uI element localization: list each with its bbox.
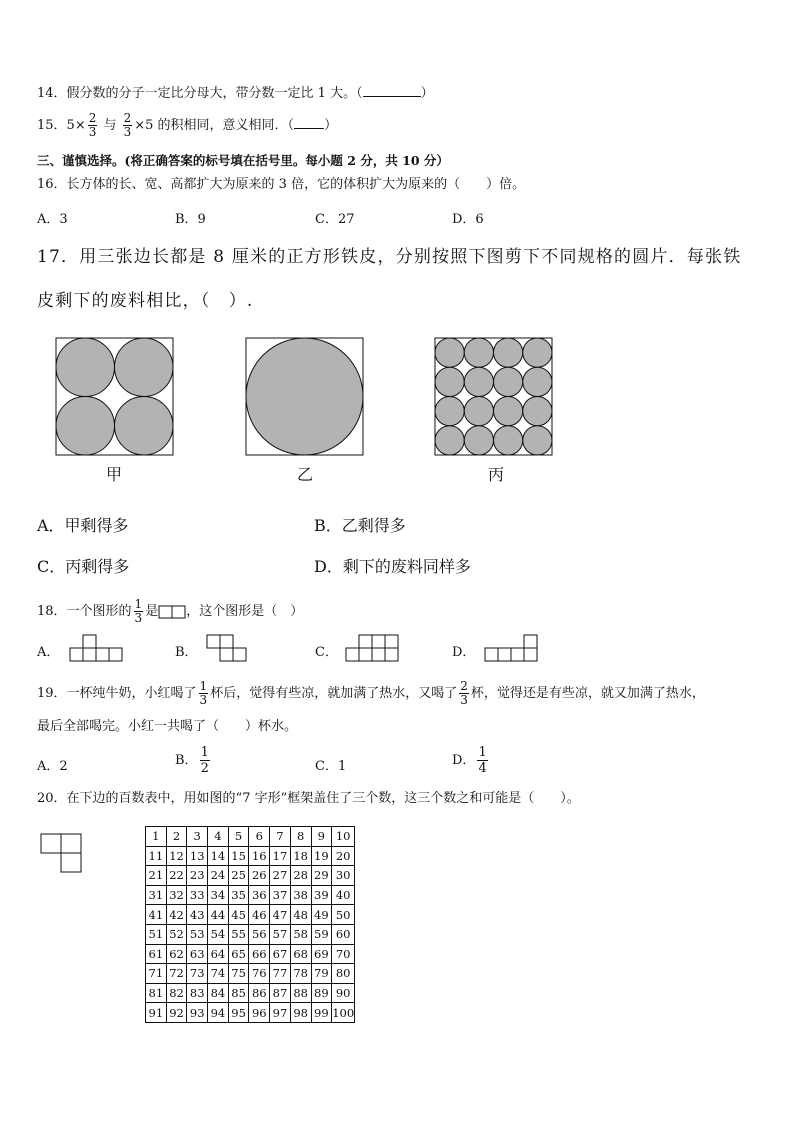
q15-fraction-1: $\frac{2}{3}$	[88, 111, 97, 139]
table-cell: 66	[249, 944, 270, 964]
table-cell: 61	[146, 944, 167, 964]
q19-fraction-1: $\frac{1}{3}$	[199, 679, 208, 707]
table-cell: 38	[290, 885, 311, 905]
table-cell: 52	[166, 924, 187, 944]
section-3-heading: 三、谨慎选择。(将正确答案的标号填在括号里。每小题 2 分，共 10 分）	[37, 153, 449, 168]
table-cell: 100	[332, 1003, 355, 1023]
q14-text: 14．假分数的分子一定比分母大，带分数一定比 1 大。（	[37, 86, 363, 101]
table-cell: 89	[311, 983, 332, 1003]
table-cell: 80	[332, 964, 355, 984]
q16-option-b[interactable]: B．9	[175, 212, 206, 227]
table-cell: 40	[332, 885, 355, 905]
q15-post: ×5 的积相同，意义相同．（	[134, 118, 295, 133]
table-cell: 21	[146, 866, 167, 886]
q18-fraction: $\frac{1}{3}$	[134, 597, 143, 625]
q18-option-c-shape	[344, 633, 400, 663]
table-cell: 2	[166, 827, 187, 847]
table-cell: 5	[228, 827, 249, 847]
table-cell: 79	[311, 964, 332, 984]
caption-jia: 甲	[106, 465, 123, 484]
table-cell: 68	[290, 944, 311, 964]
caption-yi: 乙	[297, 465, 314, 484]
table-cell: 35	[228, 885, 249, 905]
table-cell: 6	[249, 827, 270, 847]
question-17-line-2: 皮剩下的废料相比，（ ）.	[37, 291, 254, 311]
table-cell: 63	[187, 944, 208, 964]
table-cell: 53	[187, 924, 208, 944]
bing-circle	[523, 367, 552, 396]
table-cell: 69	[311, 944, 332, 964]
table-cell: 91	[146, 1003, 167, 1023]
table-cell: 16	[249, 846, 270, 866]
q18-option-d[interactable]: D．	[452, 645, 476, 660]
table-cell: 23	[187, 866, 208, 886]
table-cell: 29	[311, 866, 332, 886]
table-cell: 87	[270, 983, 291, 1003]
table-row	[146, 924, 355, 944]
q18-option-c[interactable]: C．	[315, 645, 338, 660]
table-cell: 45	[228, 905, 249, 925]
table-cell: 93	[187, 1003, 208, 1023]
table-cell: 95	[228, 1003, 249, 1023]
q16-option-d[interactable]: D．6	[452, 212, 484, 227]
table-cell: 44	[208, 905, 229, 925]
table-cell: 67	[270, 944, 291, 964]
q14-answer-blank[interactable]	[363, 84, 421, 97]
table-cell: 3	[187, 827, 208, 847]
q14-close: ）	[420, 86, 434, 101]
table-cell: 65	[228, 944, 249, 964]
table-cell: 1	[146, 827, 167, 847]
q17-option-b[interactable]: B．乙剩得多	[314, 516, 406, 535]
q19-option-d-fraction: $\frac{1}{4}$	[478, 745, 487, 776]
table-cell: 12	[166, 846, 187, 866]
table-cell: 9	[311, 827, 332, 847]
table-cell: 33	[187, 885, 208, 905]
table-cell: 81	[146, 983, 167, 1003]
bing-circle	[523, 426, 552, 455]
table-cell: 42	[166, 905, 187, 925]
q18-post: ，这个图形是（ ）	[186, 604, 304, 619]
q19-post: 杯，觉得还是有些凉，就又加满了热水，	[470, 686, 705, 701]
table-cell: 27	[270, 866, 291, 886]
figure-yi	[246, 338, 363, 455]
table-cell: 84	[208, 983, 229, 1003]
table-cell: 83	[187, 983, 208, 1003]
q19-pre: 19．一杯纯牛奶，小红喝了	[37, 686, 197, 701]
table-row	[146, 905, 355, 925]
bing-circle	[464, 397, 493, 426]
q19-option-b-fraction: $\frac{1}{2}$	[200, 745, 209, 776]
table-cell: 99	[311, 1003, 332, 1023]
q18-pre: 18．一个图形的	[37, 604, 132, 619]
table-row	[146, 827, 355, 847]
table-row	[146, 983, 355, 1003]
q15-answer-blank[interactable]	[294, 116, 324, 129]
table-cell: 56	[249, 924, 270, 944]
figure-jia	[56, 338, 173, 455]
seven-shape-frame	[38, 831, 84, 875]
q17-option-c[interactable]: C．丙剩得多	[37, 557, 130, 576]
q19-option-c[interactable]: C．1	[315, 759, 347, 774]
question-15	[37, 112, 337, 139]
table-cell: 85	[228, 983, 249, 1003]
table-cell: 94	[208, 1003, 229, 1023]
table-cell: 73	[187, 964, 208, 984]
table-cell: 18	[290, 846, 311, 866]
table-cell: 47	[270, 905, 291, 925]
bing-circle	[494, 338, 523, 367]
table-cell: 13	[187, 846, 208, 866]
question-16: 16．长方体的长、宽、高都扩大为原来的 3 倍，它的体积扩大为原来的（ ）倍。	[37, 177, 526, 192]
table-cell: 70	[332, 944, 355, 964]
table-cell: 20	[332, 846, 355, 866]
q17-option-a[interactable]: A．甲剩得多	[37, 516, 129, 535]
table-cell: 58	[290, 924, 311, 944]
table-cell: 46	[249, 905, 270, 925]
q15-pre: 15．5×	[37, 118, 86, 133]
table-cell: 37	[270, 885, 291, 905]
table-cell: 41	[146, 905, 167, 925]
table-cell: 76	[249, 964, 270, 984]
table-cell: 60	[332, 924, 355, 944]
question-19-line-2: 最后全部喝完。小红一共喝了（ ）杯水。	[37, 719, 298, 734]
q17-figures	[0, 330, 794, 460]
table-cell: 54	[208, 924, 229, 944]
table-cell: 24	[208, 866, 229, 886]
q15-close: ）	[324, 118, 338, 133]
table-cell: 34	[208, 885, 229, 905]
table-row	[146, 944, 355, 964]
caption-bing: 丙	[488, 465, 505, 484]
table-cell: 15	[228, 846, 249, 866]
q16-option-a[interactable]: A．3	[37, 212, 68, 227]
table-cell: 17	[270, 846, 291, 866]
table-cell: 48	[290, 905, 311, 925]
bing-circle	[464, 338, 493, 367]
table-cell: 71	[146, 964, 167, 984]
table-cell: 14	[208, 846, 229, 866]
q18-mid: 是	[145, 604, 159, 619]
bing-circle	[435, 338, 464, 367]
q18-option-d-shape	[483, 633, 539, 663]
question-20: 20．在下边的百数表中，用如图的“7 字形”框架盖住了三个数，这三个数之和可能是（ ）。	[37, 791, 580, 806]
table-row	[146, 964, 355, 984]
table-cell: 30	[332, 866, 355, 886]
question-14	[37, 84, 434, 102]
q15-mid: 与	[99, 118, 121, 133]
q18-two-square-shape	[158, 605, 186, 619]
table-cell: 59	[311, 924, 332, 944]
table-cell: 88	[290, 983, 311, 1003]
q19-fraction-2: $\frac{2}{3}$	[460, 679, 468, 707]
table-cell: 72	[166, 964, 187, 984]
table-cell: 57	[270, 924, 291, 944]
q19-option-a[interactable]: A．2	[37, 759, 68, 774]
table-cell: 90	[332, 983, 355, 1003]
table-cell: 50	[332, 905, 355, 925]
table-cell: 4	[208, 827, 229, 847]
q19-option-d[interactable]: D． $\frac{1}{4}$	[452, 745, 487, 776]
question-18	[37, 598, 303, 625]
q18-option-a[interactable]: A．	[37, 645, 60, 660]
q18-option-a-shape	[68, 633, 124, 663]
q15-fraction-2: $\frac{2}{3}$	[123, 111, 132, 139]
table-cell: 31	[146, 885, 167, 905]
bing-circle	[435, 426, 464, 455]
table-cell: 62	[166, 944, 187, 964]
table-cell: 7	[270, 827, 291, 847]
bing-circle	[464, 367, 493, 396]
table-cell: 92	[166, 1003, 187, 1023]
bing-circle	[494, 367, 523, 396]
table-cell: 11	[146, 846, 167, 866]
q18-option-b[interactable]: B．	[175, 645, 198, 660]
bing-circle	[435, 367, 464, 396]
q16-option-c[interactable]: C．27	[315, 212, 355, 227]
table-cell: 43	[187, 905, 208, 925]
hundred-table	[145, 826, 355, 1023]
bing-circle	[523, 338, 552, 367]
bing-circle	[464, 426, 493, 455]
table-cell: 32	[166, 885, 187, 905]
table-cell: 78	[290, 964, 311, 984]
table-cell: 55	[228, 924, 249, 944]
table-cell: 51	[146, 924, 167, 944]
bing-circle	[494, 397, 523, 426]
table-cell: 98	[290, 1003, 311, 1023]
table-cell: 97	[270, 1003, 291, 1023]
bing-circle	[523, 397, 552, 426]
table-row	[146, 1003, 355, 1023]
q18-option-b-shape	[205, 633, 250, 663]
table-cell: 82	[166, 983, 187, 1003]
table-cell: 39	[311, 885, 332, 905]
question-17-line-1: 17．用三张边长都是 8 厘米的正方形铁皮，分别按照下图剪下不同规格的圆片．每张铁	[37, 247, 742, 267]
bing-circle	[435, 397, 464, 426]
table-cell: 49	[311, 905, 332, 925]
table-row	[146, 866, 355, 886]
bing-circle	[494, 426, 523, 455]
table-cell: 26	[249, 866, 270, 886]
q17-option-d[interactable]: D．剩下的废料同样多	[314, 557, 471, 576]
table-cell: 75	[228, 964, 249, 984]
table-cell: 10	[332, 827, 355, 847]
table-cell: 77	[270, 964, 291, 984]
table-cell: 36	[249, 885, 270, 905]
q19-mid: 杯后，觉得有些凉，就加满了热水，又喝了	[210, 686, 458, 701]
table-cell: 8	[290, 827, 311, 847]
table-cell: 64	[208, 944, 229, 964]
table-cell: 25	[228, 866, 249, 886]
figure-bing	[435, 338, 552, 455]
table-row	[146, 846, 355, 866]
table-cell: 28	[290, 866, 311, 886]
question-19-line-1	[37, 680, 705, 707]
q19-option-b[interactable]: B． $\frac{1}{2}$	[175, 745, 209, 776]
table-cell: 22	[166, 866, 187, 886]
table-row	[146, 885, 355, 905]
table-cell: 96	[249, 1003, 270, 1023]
table-cell: 74	[208, 964, 229, 984]
table-cell: 86	[249, 983, 270, 1003]
table-cell: 19	[311, 846, 332, 866]
